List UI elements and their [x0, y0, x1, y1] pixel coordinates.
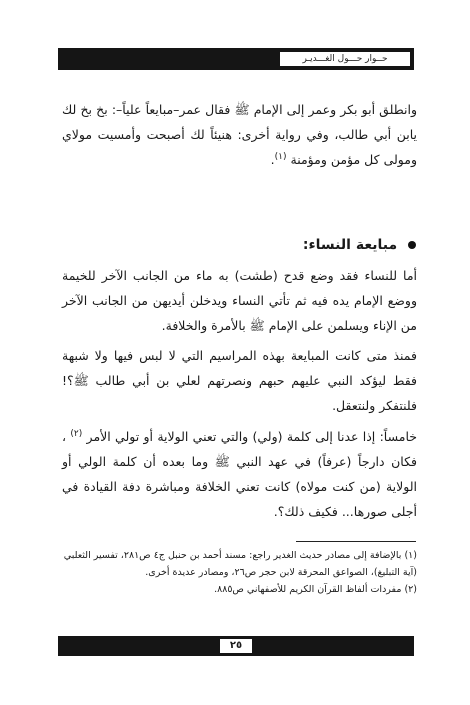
paragraph-2: [62, 263, 417, 338]
footnote-ref-2: (٢): [70, 428, 83, 439]
running-header-band: [58, 48, 414, 70]
paragraph-2-text: أما للنساء فقد وضع قدح (طشت) به ماء من الجانب الآخر للخيمة ووضع الإمام يده فيه ثم تأتي النساء ويدخلن أيديهن من الجانب الآخر من الإناء ويسلمن على الإمام ﷺ بالأمرة والخلافة.: [62, 268, 417, 333]
paragraph-4-text-wrap: [62, 424, 417, 524]
footnote-ref-1: (١): [274, 151, 287, 162]
paragraph-1-text-wrap: وانطلق أبو بكر وعمر إلى الإمام ﷺ فقال عمر–مبايعاً علياً–: بخ بخ لك يابن أبي طالب، وفي رواية أخرى: هنيئاً لك أصبحت وأمسيت مولاي ومولى كل مؤمن ومؤمنة $^{(١)}$.: [62, 102, 417, 167]
footnotes: [62, 547, 417, 598]
paragraph-4: [62, 424, 417, 524]
paragraph-1: [62, 97, 417, 172]
section-heading-text: مبايعة النساء:: [302, 237, 398, 253]
paragraph-1-text: وانطلق أبو بكر وعمر إلى الإمام ﷺ فقال عمر–مبايعاً علياً–: بخ بخ لك يابن أبي طالب، وفي رواية أخرى: هنيئاً لك أصبحت وأمسيت مولاي ومولى كل مؤمن ومؤمنة: [62, 102, 417, 167]
paragraph-4-text-a: خامساً: إذا عدنا إلى كلمة (ولي) والتي تعني الولاية أو تولي الأمر: [86, 429, 417, 444]
footnote-1: (١) بالإضافة إلى مصادر حديث الغدير راجع: مسند أحمد بن حنبل ج٤ ص٢٨١، تفسير الثعلبي (آية التبليغ)، الصواعق المحرقة لابن حجر ص٢٦، ومصادر عديدة أخرى.: [63, 550, 417, 578]
paragraph-3-text: فمنذ متى كانت المبايعة بهذه المراسيم التي لا لبس فيها ولا شبهة فقط ليؤكد النبي عليهم حبهم ونصرتهم لعلي بن أبي طالب ﷺ؟! فلنتفكر ولنتعقل.: [62, 348, 417, 413]
paragraph-3: [62, 343, 417, 418]
footnote-2: (٢) مفردات ألفاظ القرآن الكريم للأصفهاني ص٨٨٥.: [214, 584, 417, 595]
bullet-icon: [408, 241, 416, 249]
section-heading: [303, 237, 416, 253]
page-number: ٢٥: [220, 639, 252, 653]
paragraph-4-text-b: ، فكان دارجاً (عرفاً) في عهد النبي ﷺ وما بعده أن كلمة الولي أو الولاية (من كنت مولاه) كانت تعني الخلافة ومباشرة دفة القيادة في أجلى صورها... فكيف ذلك؟.: [62, 429, 417, 519]
running-title: حــوار حـــول الغـــديـر: [280, 52, 410, 66]
footnote-divider: [296, 541, 416, 542]
page-number-band: [58, 636, 414, 656]
